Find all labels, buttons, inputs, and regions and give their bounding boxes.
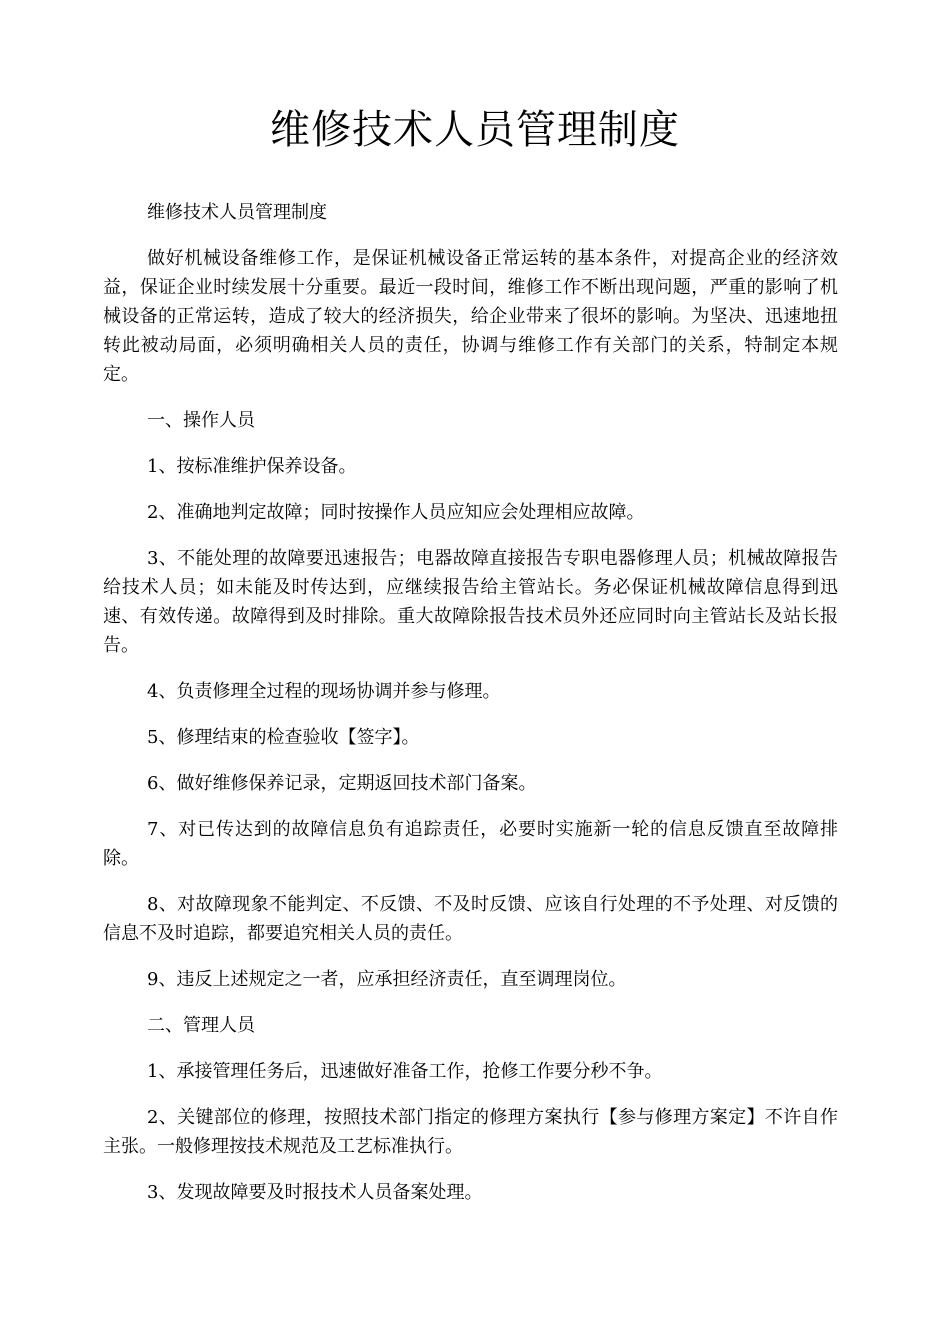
manager-rule-2: 2、关键部位的修理，按照技术部门指定的修理方案执行【参与修理方案定】不许自作主张。一般修理按技术规范及工艺标准执行。 xyxy=(103,1107,838,1157)
document-body xyxy=(103,198,838,1224)
section-heading-managers: 二、管理人员 xyxy=(147,1015,255,1036)
manager-rule-1: 1、承接管理任务后，迅速做好准备工作，抢修工作要分秒不争。 xyxy=(147,1061,663,1082)
operator-rule-1: 1、按标准维护保养设备。 xyxy=(147,456,357,477)
operator-rule-5: 5、修理结束的检查验收【签字】。 xyxy=(147,727,420,748)
operator-rule-3: 3、不能处理的故障要迅速报告；电器故障直接报告专职电器修理人员；机械故障报告给技术人员；如未能及时传达到，应继续报告给主管站长。务必保证机械故障信息得到迅速、有效传递。故障得到及时排除。重大故障除报告技术员外还应同时向主管站长及站长报告。 xyxy=(103,548,838,656)
paragraph-intro: 做好机械设备维修工作，是保证机械设备正常运转的基本条件，对提高企业的经济效益，保证企业时续发展十分重要。最近一段时间，维修工作不断出现问题，严重的影响了机械设备的正常运转，造成了较大的经济损失，给企业带来了很坏的影响。为坚决、迅速地扭转此被动局面，必须明确相关人员的责任，协调与维修工作有关部门的关系，特制定本规定。 xyxy=(103,248,838,385)
operator-rule-4: 4、负责修理全过程的现场协调并参与修理。 xyxy=(147,681,501,702)
operator-rule-7: 7、对已传达到的故障信息负有追踪责任，必要时实施新一轮的信息反馈直至故障排除。 xyxy=(103,819,838,869)
operator-rule-9: 9、违反上述规定之一者，应承担经济责任，直至调理岗位。 xyxy=(147,969,627,990)
operator-rule-2: 2、准确地判定故障；同时按操作人员应知应会处理相应故障。 xyxy=(147,502,645,523)
paragraph-subtitle: 维修技术人员管理制度 xyxy=(147,202,327,223)
operator-rule-8: 8、对故障现象不能判定、不反馈、不及时反馈、应该自行处理的不予处理、对反馈的信息不及时追踪，都要追究相关人员的责任。 xyxy=(103,894,838,944)
section-heading-operators: 一、操作人员 xyxy=(147,410,255,431)
manager-rule-3: 3、发现故障要及时报技术人员备案处理。 xyxy=(147,1182,483,1203)
operator-rule-6: 6、做好维修保养记录，定期返回技术部门备案。 xyxy=(147,773,537,794)
document-title: 维修技术人员管理制度 xyxy=(270,107,680,153)
